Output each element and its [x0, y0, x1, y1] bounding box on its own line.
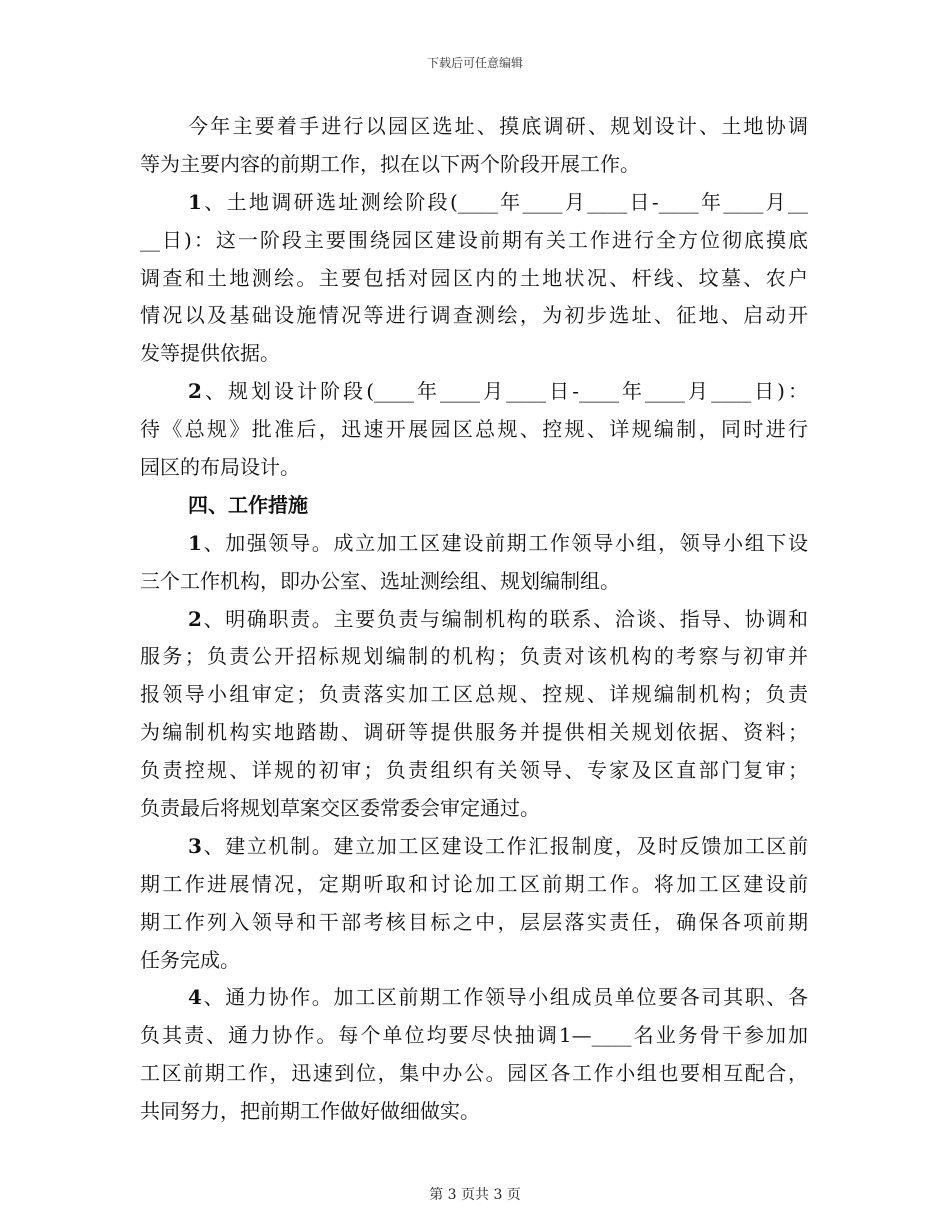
- text-line: [140, 222, 808, 260]
- item-number: 2: [188, 606, 202, 631]
- line-text: 发等提供依据。: [140, 341, 280, 366]
- line-text: 工区前期工作，迅速到位，集中办公。园区各工作小组也要相互配合，: [140, 1061, 808, 1086]
- line-text: 等为主要内容的前期工作，拟在以下两个阶段开展工作。: [140, 151, 640, 176]
- item-number: 2: [188, 379, 202, 404]
- page-header: 下载后可任意编辑: [426, 56, 523, 70]
- page-footer: 第 3 页共 3 页: [429, 1187, 521, 1203]
- document-body: [140, 108, 808, 1131]
- line-text: 任务完成。: [140, 947, 240, 972]
- text-line: [140, 525, 808, 563]
- text-line: [140, 449, 808, 487]
- line-text: 今年主要着手进行以园区选址、摸底调研、规划设计、土地协调: [188, 114, 808, 138]
- item-number: 3: [188, 833, 202, 858]
- line-text: 、建立机制。建立加工区建设工作汇报制度，及时反馈加工区前: [201, 833, 808, 858]
- text-line: [140, 752, 808, 790]
- text-line: [140, 1017, 808, 1055]
- line-text: 、土地调研选址测绘阶段(____年____月____日-____年____月__: [201, 189, 808, 214]
- line-text: 负其责、通力协作。每个单位均要尽快抽调1—____名业务骨干参加加: [140, 1023, 808, 1048]
- line-text: 调查和土地测绘。主要包括对园区内的土地状况、杆线、坟墓、农户: [140, 265, 808, 290]
- text-line: [140, 714, 808, 752]
- text-line: [140, 184, 808, 222]
- text-line: [140, 601, 808, 639]
- text-line: [140, 1093, 808, 1131]
- text-line: [140, 904, 808, 942]
- text-line: [140, 979, 808, 1017]
- line-text: 负责最后将规划草案交区委常委会审定通过。: [140, 796, 540, 821]
- line-text: 服务；负责公开招标规划编制的机构；负责对该机构的考察与初审并: [140, 644, 808, 669]
- item-number: 4: [188, 985, 202, 1010]
- line-text: 期工作进展情况，定期听取和讨论加工区前期工作。将加工区建设前: [140, 871, 808, 896]
- text-line: [140, 1055, 808, 1093]
- line-text: __日)：这一阶段主要围绕园区建设前期有关工作进行全方位彻底摸底: [140, 227, 808, 252]
- section-heading: [140, 487, 808, 525]
- text-line: [140, 942, 808, 980]
- item-number: 1: [188, 530, 202, 555]
- text-line: [140, 866, 808, 904]
- line-text: 、明确职责。主要负责与编制机构的联系、洽谈、指导、协调和: [201, 606, 808, 631]
- text-line: [140, 335, 808, 373]
- line-text: 负责控规、详规的初审；负责组织有关领导、专家及区直部门复审；: [140, 758, 808, 783]
- line-text: 园区的布局设计。: [140, 455, 300, 480]
- text-line: [140, 260, 808, 298]
- text-line: [140, 108, 808, 146]
- text-line: [140, 638, 808, 676]
- text-line: [140, 828, 808, 866]
- line-text: 三个工作机构，即办公室、选址测绘组、规划编制组。: [140, 568, 620, 593]
- text-line: [140, 411, 808, 449]
- line-text: 四、工作措施: [188, 492, 308, 517]
- text-line: [140, 297, 808, 335]
- text-line: [140, 790, 808, 828]
- line-text: 情况以及基础设施情况等进行调查测绘，为初步选址、征地、启动开: [140, 303, 808, 328]
- line-text: 期工作列入领导和干部考核目标之中，层层落实责任，确保各项前期: [140, 909, 808, 934]
- text-line: [140, 373, 808, 411]
- line-text: 报领导小组审定；负责落实加工区总规、控规、详规编制机构；负责: [140, 682, 808, 707]
- line-text: 、通力协作。加工区前期工作领导小组成员单位要各司其职、各: [201, 985, 808, 1010]
- text-line: [140, 146, 808, 184]
- line-text: 为编制机构实地踏勘、调研等提供服务并提供相关规划依据、资料；: [140, 720, 808, 745]
- line-text: 、加强领导。成立加工区建设前期工作领导小组，领导小组下设: [201, 530, 808, 555]
- line-text: 、规划设计阶段(____年____月____日-____年____月____日)：: [201, 379, 808, 404]
- text-line: [140, 563, 808, 601]
- text-line: [140, 676, 808, 714]
- line-text: 共同努力，把前期工作做好做细做实。: [140, 1099, 480, 1124]
- line-text: 待《总规》批准后，迅速开展园区总规、控规、详规编制，同时进行: [140, 417, 808, 442]
- item-number: 1: [188, 189, 202, 214]
